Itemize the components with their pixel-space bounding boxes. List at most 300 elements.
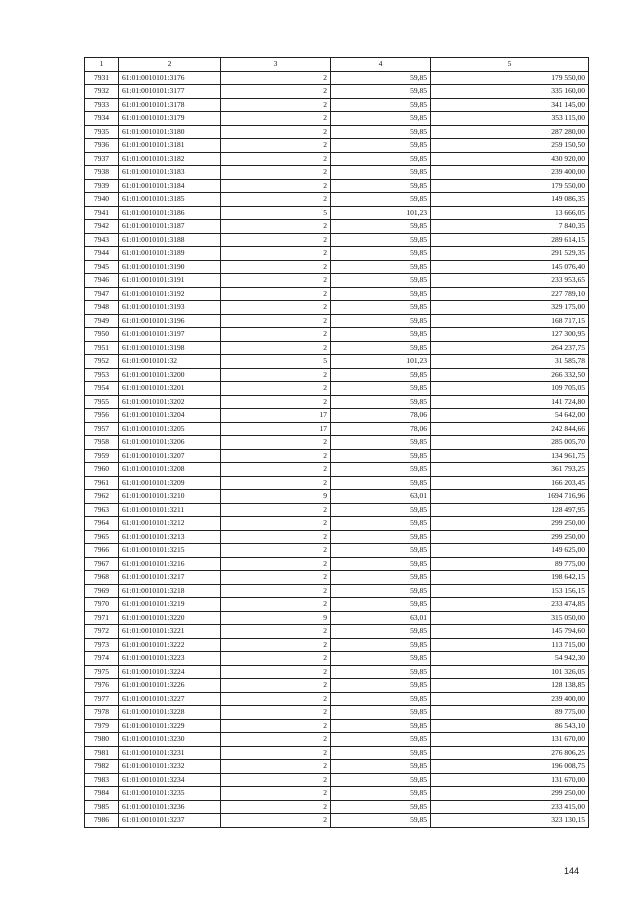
value-cell: 285 005,70 xyxy=(431,436,589,450)
table-row xyxy=(85,692,589,706)
code-cell: 2 xyxy=(221,220,331,234)
code-cell: 2 xyxy=(221,152,331,166)
row-number-cell: 7932 xyxy=(85,85,119,99)
code-cell: 2 xyxy=(221,638,331,652)
value-cell: 134 961,75 xyxy=(431,449,589,463)
code-cell: 17 xyxy=(221,422,331,436)
row-number-cell: 7954 xyxy=(85,382,119,396)
value-cell: 149 625,00 xyxy=(431,544,589,558)
table-row xyxy=(85,490,589,504)
code-cell: 2 xyxy=(221,544,331,558)
code-cell: 2 xyxy=(221,787,331,801)
cadastral-number-cell: 61:01:0010101:3184 xyxy=(119,179,221,193)
rate-cell: 59,85 xyxy=(331,395,431,409)
rate-cell: 59,85 xyxy=(331,773,431,787)
cadastral-number-cell: 61:01:0010101:3197 xyxy=(119,328,221,342)
rate-cell: 78,06 xyxy=(331,409,431,423)
code-cell: 2 xyxy=(221,125,331,139)
row-number-cell: 7949 xyxy=(85,314,119,328)
value-cell: 239 400,00 xyxy=(431,166,589,180)
code-cell: 5 xyxy=(221,206,331,220)
table-row xyxy=(85,571,589,585)
value-cell: 276 806,25 xyxy=(431,746,589,760)
value-cell: 361 793,25 xyxy=(431,463,589,477)
code-cell: 2 xyxy=(221,733,331,747)
table-row xyxy=(85,287,589,301)
table-row xyxy=(85,625,589,639)
table-row xyxy=(85,814,589,828)
cadastral-number-cell: 61:01:0010101:3219 xyxy=(119,598,221,612)
cadastral-number-cell: 61:01:0010101:3213 xyxy=(119,530,221,544)
cadastral-number-cell: 61:01:0010101:3179 xyxy=(119,112,221,126)
table-row xyxy=(85,301,589,315)
cadastral-number-cell: 61:01:0010101:3200 xyxy=(119,368,221,382)
cadastral-number-cell: 61:01:0010101:3196 xyxy=(119,314,221,328)
value-cell: 299 250,00 xyxy=(431,530,589,544)
row-number-cell: 7933 xyxy=(85,98,119,112)
cadastral-number-cell: 61:01:0010101:3183 xyxy=(119,166,221,180)
value-cell: 291 529,35 xyxy=(431,247,589,261)
cadastral-number-cell: 61:01:0010101:3223 xyxy=(119,652,221,666)
value-cell: 54 642,00 xyxy=(431,409,589,423)
table-row xyxy=(85,787,589,801)
row-number-cell: 7948 xyxy=(85,301,119,315)
code-cell: 2 xyxy=(221,301,331,315)
rate-cell: 59,85 xyxy=(331,517,431,531)
row-number-cell: 7960 xyxy=(85,463,119,477)
code-cell: 2 xyxy=(221,476,331,490)
code-cell: 2 xyxy=(221,112,331,126)
table-row xyxy=(85,436,589,450)
code-cell: 2 xyxy=(221,395,331,409)
value-cell: 141 724,80 xyxy=(431,395,589,409)
rate-cell: 59,85 xyxy=(331,368,431,382)
cadastral-number-cell: 61:01:0010101:3236 xyxy=(119,800,221,814)
row-number-cell: 7979 xyxy=(85,719,119,733)
table-row xyxy=(85,193,589,207)
row-number-cell: 7936 xyxy=(85,139,119,153)
code-cell: 2 xyxy=(221,341,331,355)
cadastral-number-cell: 61:01:0010101:3229 xyxy=(119,719,221,733)
cadastral-number-cell: 61:01:0010101:3235 xyxy=(119,787,221,801)
table-row xyxy=(85,503,589,517)
code-cell: 2 xyxy=(221,328,331,342)
data-table xyxy=(84,57,589,828)
value-cell: 264 237,75 xyxy=(431,341,589,355)
row-number-cell: 7952 xyxy=(85,355,119,369)
cadastral-number-cell: 61:01:0010101:3218 xyxy=(119,584,221,598)
value-cell: 315 050,00 xyxy=(431,611,589,625)
code-cell: 2 xyxy=(221,530,331,544)
table-body xyxy=(85,71,589,827)
row-number-cell: 7962 xyxy=(85,490,119,504)
rate-cell: 59,85 xyxy=(331,233,431,247)
rate-cell: 59,85 xyxy=(331,166,431,180)
table-row xyxy=(85,166,589,180)
row-number-cell: 7964 xyxy=(85,517,119,531)
value-cell: 329 175,00 xyxy=(431,301,589,315)
table-row xyxy=(85,368,589,382)
row-number-cell: 7934 xyxy=(85,112,119,126)
row-number-cell: 7944 xyxy=(85,247,119,261)
value-cell: 113 715,00 xyxy=(431,638,589,652)
rate-cell: 59,85 xyxy=(331,476,431,490)
row-number-cell: 7982 xyxy=(85,760,119,774)
code-cell: 9 xyxy=(221,490,331,504)
code-cell: 2 xyxy=(221,368,331,382)
rate-cell: 59,85 xyxy=(331,463,431,477)
rate-cell: 59,85 xyxy=(331,152,431,166)
table-row xyxy=(85,314,589,328)
code-cell: 2 xyxy=(221,503,331,517)
row-number-cell: 7945 xyxy=(85,260,119,274)
code-cell: 2 xyxy=(221,166,331,180)
rate-cell: 59,85 xyxy=(331,341,431,355)
row-number-cell: 7935 xyxy=(85,125,119,139)
table-row xyxy=(85,179,589,193)
rate-cell: 59,85 xyxy=(331,125,431,139)
rate-cell: 59,85 xyxy=(331,436,431,450)
table-header-row xyxy=(85,58,589,72)
value-cell: 299 250,00 xyxy=(431,787,589,801)
value-cell: 54 942,30 xyxy=(431,652,589,666)
table-row xyxy=(85,800,589,814)
rate-cell: 59,85 xyxy=(331,71,431,85)
value-cell: 89 775,00 xyxy=(431,706,589,720)
value-cell: 335 160,00 xyxy=(431,85,589,99)
cadastral-number-cell: 61:01:0010101:3234 xyxy=(119,773,221,787)
code-cell: 2 xyxy=(221,652,331,666)
rate-cell: 59,85 xyxy=(331,503,431,517)
rate-cell: 59,85 xyxy=(331,692,431,706)
table-row xyxy=(85,746,589,760)
code-cell: 2 xyxy=(221,98,331,112)
row-number-cell: 7937 xyxy=(85,152,119,166)
value-cell: 128 497,95 xyxy=(431,503,589,517)
code-cell: 2 xyxy=(221,800,331,814)
rate-cell: 59,85 xyxy=(331,746,431,760)
rate-cell: 59,85 xyxy=(331,760,431,774)
rate-cell: 59,85 xyxy=(331,112,431,126)
rate-cell: 59,85 xyxy=(331,301,431,315)
cadastral-number-cell: 61:01:0010101:3237 xyxy=(119,814,221,828)
code-cell: 2 xyxy=(221,179,331,193)
rate-cell: 59,85 xyxy=(331,652,431,666)
code-cell: 2 xyxy=(221,71,331,85)
code-cell: 2 xyxy=(221,314,331,328)
row-number-cell: 7943 xyxy=(85,233,119,247)
table-row xyxy=(85,355,589,369)
row-number-cell: 7931 xyxy=(85,71,119,85)
row-number-cell: 7985 xyxy=(85,800,119,814)
rate-cell: 59,85 xyxy=(331,800,431,814)
cadastral-number-cell: 61:01:0010101:3180 xyxy=(119,125,221,139)
row-number-cell: 7967 xyxy=(85,557,119,571)
code-cell: 2 xyxy=(221,625,331,639)
value-cell: 13 666,05 xyxy=(431,206,589,220)
cadastral-number-cell: 61:01:0010101:3208 xyxy=(119,463,221,477)
code-cell: 2 xyxy=(221,287,331,301)
cadastral-number-cell: 61:01:0010101:3202 xyxy=(119,395,221,409)
code-cell: 2 xyxy=(221,517,331,531)
rate-cell: 59,85 xyxy=(331,665,431,679)
table-row xyxy=(85,476,589,490)
table-row xyxy=(85,773,589,787)
code-cell: 2 xyxy=(221,719,331,733)
cadastral-number-cell: 61:01:0010101:3189 xyxy=(119,247,221,261)
row-number-cell: 7942 xyxy=(85,220,119,234)
code-cell: 2 xyxy=(221,760,331,774)
rate-cell: 59,85 xyxy=(331,247,431,261)
cadastral-number-cell: 61:01:0010101:3177 xyxy=(119,85,221,99)
cadastral-number-cell: 61:01:0010101:3212 xyxy=(119,517,221,531)
rate-cell: 59,85 xyxy=(331,679,431,693)
value-cell: 430 920,00 xyxy=(431,152,589,166)
rate-cell: 101,23 xyxy=(331,355,431,369)
row-number-cell: 7969 xyxy=(85,584,119,598)
row-number-cell: 7984 xyxy=(85,787,119,801)
value-cell: 242 844,66 xyxy=(431,422,589,436)
rate-cell: 59,85 xyxy=(331,139,431,153)
row-number-cell: 7981 xyxy=(85,746,119,760)
code-cell: 5 xyxy=(221,355,331,369)
table-row xyxy=(85,760,589,774)
row-number-cell: 7983 xyxy=(85,773,119,787)
row-number-cell: 7972 xyxy=(85,625,119,639)
code-cell: 2 xyxy=(221,274,331,288)
rate-cell: 59,85 xyxy=(331,787,431,801)
column-header-1: 1 xyxy=(85,58,119,72)
cadastral-number-cell: 61:01:0010101:3182 xyxy=(119,152,221,166)
value-cell: 353 115,00 xyxy=(431,112,589,126)
table-row xyxy=(85,652,589,666)
value-cell: 153 156,15 xyxy=(431,584,589,598)
value-cell: 149 086,35 xyxy=(431,193,589,207)
table-row xyxy=(85,665,589,679)
value-cell: 86 543,10 xyxy=(431,719,589,733)
value-cell: 227 789,10 xyxy=(431,287,589,301)
value-cell: 109 705,05 xyxy=(431,382,589,396)
value-cell: 31 585,78 xyxy=(431,355,589,369)
table-row xyxy=(85,328,589,342)
cadastral-number-cell: 61:01:0010101:3201 xyxy=(119,382,221,396)
rate-cell: 59,85 xyxy=(331,544,431,558)
table-row xyxy=(85,112,589,126)
cadastral-number-cell: 61:01:0010101:3185 xyxy=(119,193,221,207)
value-cell: 145 794,60 xyxy=(431,625,589,639)
rate-cell: 59,85 xyxy=(331,719,431,733)
cadastral-number-cell: 61:01:0010101:3206 xyxy=(119,436,221,450)
table-row xyxy=(85,517,589,531)
cadastral-number-cell: 61:01:0010101:3209 xyxy=(119,476,221,490)
row-number-cell: 7978 xyxy=(85,706,119,720)
code-cell: 2 xyxy=(221,449,331,463)
code-cell: 2 xyxy=(221,814,331,828)
rate-cell: 59,85 xyxy=(331,584,431,598)
rate-cell: 59,85 xyxy=(331,557,431,571)
value-cell: 168 717,15 xyxy=(431,314,589,328)
row-number-cell: 7950 xyxy=(85,328,119,342)
cadastral-number-cell: 61:01:0010101:3188 xyxy=(119,233,221,247)
row-number-cell: 7965 xyxy=(85,530,119,544)
rate-cell: 59,85 xyxy=(331,179,431,193)
row-number-cell: 7947 xyxy=(85,287,119,301)
code-cell: 2 xyxy=(221,665,331,679)
table-row xyxy=(85,719,589,733)
row-number-cell: 7971 xyxy=(85,611,119,625)
row-number-cell: 7959 xyxy=(85,449,119,463)
row-number-cell: 7953 xyxy=(85,368,119,382)
cadastral-number-cell: 61:01:0010101:3227 xyxy=(119,692,221,706)
rate-cell: 59,85 xyxy=(331,706,431,720)
table-row xyxy=(85,679,589,693)
table-row xyxy=(85,598,589,612)
value-cell: 128 138,85 xyxy=(431,679,589,693)
rate-cell: 59,85 xyxy=(331,260,431,274)
rate-cell: 59,85 xyxy=(331,220,431,234)
value-cell: 196 008,75 xyxy=(431,760,589,774)
value-cell: 323 130,15 xyxy=(431,814,589,828)
rate-cell: 59,85 xyxy=(331,598,431,612)
rate-cell: 59,85 xyxy=(331,287,431,301)
value-cell: 179 550,00 xyxy=(431,179,589,193)
table-row xyxy=(85,422,589,436)
table-row xyxy=(85,733,589,747)
column-header-5: 5 xyxy=(431,58,589,72)
cadastral-number-cell: 61:01:0010101:3187 xyxy=(119,220,221,234)
cadastral-number-cell: 61:01:0010101:3204 xyxy=(119,409,221,423)
cadastral-number-cell: 61:01:0010101:3216 xyxy=(119,557,221,571)
value-cell: 7 840,35 xyxy=(431,220,589,234)
code-cell: 2 xyxy=(221,463,331,477)
code-cell: 17 xyxy=(221,409,331,423)
row-number-cell: 7973 xyxy=(85,638,119,652)
value-cell: 299 250,00 xyxy=(431,517,589,531)
value-cell: 198 642,15 xyxy=(431,571,589,585)
cadastral-number-cell: 61:01:0010101:3210 xyxy=(119,490,221,504)
row-number-cell: 7941 xyxy=(85,206,119,220)
table-row xyxy=(85,584,589,598)
code-cell: 2 xyxy=(221,260,331,274)
value-cell: 131 670,00 xyxy=(431,733,589,747)
cadastral-number-cell: 61:01:0010101:3221 xyxy=(119,625,221,639)
value-cell: 266 332,50 xyxy=(431,368,589,382)
cadastral-number-cell: 61:01:0010101:3226 xyxy=(119,679,221,693)
rate-cell: 59,85 xyxy=(331,625,431,639)
cadastral-number-cell: 61:01:0010101:3191 xyxy=(119,274,221,288)
row-number-cell: 7986 xyxy=(85,814,119,828)
value-cell: 233 415,00 xyxy=(431,800,589,814)
table-row xyxy=(85,382,589,396)
cadastral-number-cell: 61:01:0010101:3181 xyxy=(119,139,221,153)
table-row xyxy=(85,530,589,544)
row-number-cell: 7976 xyxy=(85,679,119,693)
row-number-cell: 7956 xyxy=(85,409,119,423)
table-row xyxy=(85,611,589,625)
code-cell: 2 xyxy=(221,571,331,585)
rate-cell: 59,85 xyxy=(331,314,431,328)
row-number-cell: 7975 xyxy=(85,665,119,679)
cadastral-number-cell: 61:01:0010101:3230 xyxy=(119,733,221,747)
cadastral-number-cell: 61:01:0010101:3193 xyxy=(119,301,221,315)
code-cell: 2 xyxy=(221,436,331,450)
cadastral-number-cell: 61:01:0010101:3228 xyxy=(119,706,221,720)
table-row xyxy=(85,260,589,274)
rate-cell: 59,85 xyxy=(331,98,431,112)
cadastral-number-cell: 61:01:0010101:3224 xyxy=(119,665,221,679)
code-cell: 2 xyxy=(221,584,331,598)
code-cell: 2 xyxy=(221,139,331,153)
cadastral-number-cell: 61:01:0010101:3211 xyxy=(119,503,221,517)
row-number-cell: 7966 xyxy=(85,544,119,558)
rate-cell: 59,85 xyxy=(331,530,431,544)
code-cell: 2 xyxy=(221,598,331,612)
table-row xyxy=(85,274,589,288)
cadastral-number-cell: 61:01:0010101:3205 xyxy=(119,422,221,436)
table-row xyxy=(85,152,589,166)
table-row xyxy=(85,638,589,652)
table-row xyxy=(85,706,589,720)
row-number-cell: 7963 xyxy=(85,503,119,517)
value-cell: 259 150,50 xyxy=(431,139,589,153)
cadastral-number-cell: 61:01:0010101:3232 xyxy=(119,760,221,774)
table-row xyxy=(85,395,589,409)
rate-cell: 59,85 xyxy=(331,638,431,652)
rate-cell: 59,85 xyxy=(331,193,431,207)
rate-cell: 59,85 xyxy=(331,274,431,288)
column-header-2: 2 xyxy=(119,58,221,72)
cadastral-number-cell: 61:01:0010101:3217 xyxy=(119,571,221,585)
row-number-cell: 7980 xyxy=(85,733,119,747)
rate-cell: 59,85 xyxy=(331,85,431,99)
code-cell: 2 xyxy=(221,746,331,760)
cadastral-number-cell: 61:01:0010101:3198 xyxy=(119,341,221,355)
cadastral-number-cell: 61:01:0010101:32 xyxy=(119,355,221,369)
row-number-cell: 7961 xyxy=(85,476,119,490)
value-cell: 233 953,65 xyxy=(431,274,589,288)
row-number-cell: 7968 xyxy=(85,571,119,585)
value-cell: 289 614,15 xyxy=(431,233,589,247)
row-number-cell: 7951 xyxy=(85,341,119,355)
cadastral-number-cell: 61:01:0010101:3186 xyxy=(119,206,221,220)
code-cell: 2 xyxy=(221,85,331,99)
row-number-cell: 7974 xyxy=(85,652,119,666)
rate-cell: 78,06 xyxy=(331,422,431,436)
value-cell: 341 145,00 xyxy=(431,98,589,112)
table-row xyxy=(85,557,589,571)
value-cell: 166 203,45 xyxy=(431,476,589,490)
rate-cell: 59,85 xyxy=(331,382,431,396)
table-row xyxy=(85,341,589,355)
value-cell: 145 076,40 xyxy=(431,260,589,274)
value-cell: 233 474,85 xyxy=(431,598,589,612)
code-cell: 2 xyxy=(221,557,331,571)
cadastral-number-cell: 61:01:0010101:3176 xyxy=(119,71,221,85)
table-row xyxy=(85,206,589,220)
page-number: 144 xyxy=(564,866,580,876)
cadastral-number-cell: 61:01:0010101:3220 xyxy=(119,611,221,625)
table-row xyxy=(85,233,589,247)
code-cell: 2 xyxy=(221,692,331,706)
code-cell: 2 xyxy=(221,382,331,396)
table-row xyxy=(85,463,589,477)
value-cell: 287 280,00 xyxy=(431,125,589,139)
value-cell: 89 775,00 xyxy=(431,557,589,571)
rate-cell: 59,85 xyxy=(331,328,431,342)
value-cell: 101 326,05 xyxy=(431,665,589,679)
value-cell: 131 670,00 xyxy=(431,773,589,787)
value-cell: 239 400,00 xyxy=(431,692,589,706)
